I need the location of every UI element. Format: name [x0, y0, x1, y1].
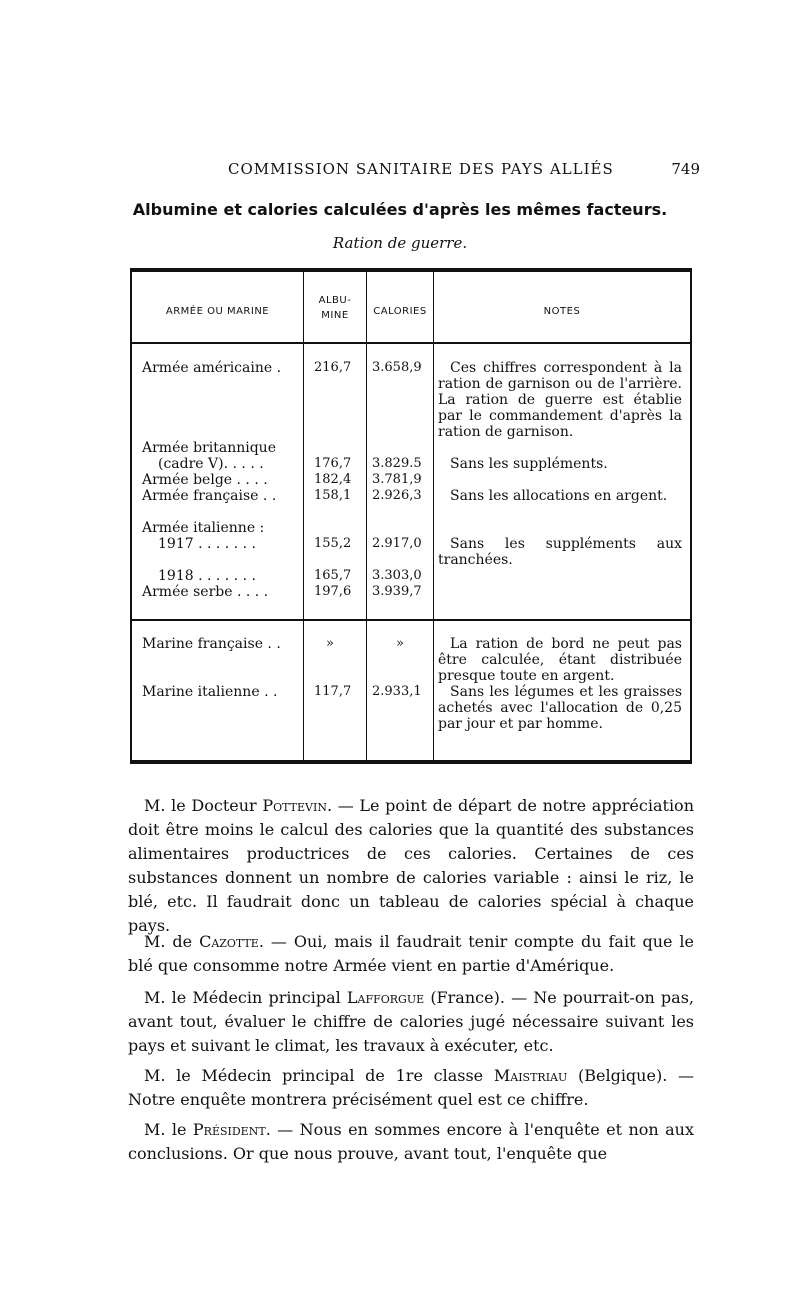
header-armee: ARMÉE OU MARINE	[165, 306, 270, 317]
albumine-marine-italienne: 117,7	[314, 684, 352, 699]
page-number: 749	[671, 160, 700, 178]
row-label-italienne: Armée italienne :	[142, 520, 265, 536]
ration-table	[130, 268, 692, 764]
table-title: Albumine et calories calculées d'après les mêmes facteurs.	[132, 200, 668, 219]
speaker-text: . — Oui, mais il faudrait tenir compte du fait que le blé que consomme notre Armée vient en partie d'Amérique.	[128, 932, 694, 975]
header-calories: CALORIES	[373, 306, 427, 317]
note-marine-francaise: La ration de bord ne peut pas être calculée, étant distribuée presque toute en argent.	[438, 636, 682, 684]
speaker-name: Président	[192, 1120, 266, 1139]
column-divider	[303, 272, 304, 760]
row-label-britannique-cadre: (cadre V). . . . .	[158, 456, 264, 472]
calories-marine-italienne: 2.933,1	[372, 684, 422, 699]
row-label-serbe: Armée serbe . . . .	[142, 584, 269, 600]
albumine-marine-francaise: »	[326, 636, 334, 651]
calories-americaine: 3.658,9	[372, 360, 422, 375]
calories-francaise: 2.926,3	[372, 488, 422, 503]
table-subtitle: Ration de guerre.	[332, 234, 468, 252]
calories-marine-francaise: »	[396, 636, 404, 651]
header-albumine-line2: MINE	[321, 310, 349, 321]
albumine-italienne-1918: 165,7	[314, 568, 352, 583]
note-italienne-1917: Sans les suppléments aux tranchées.	[438, 536, 682, 568]
discussion-paragraph	[128, 794, 694, 938]
note-americaine: Ces chiffres correspondent à la ration de garnison ou de l'arrière. La ration de guerre est établie par le commandement d'après la ration de garnison.	[438, 360, 682, 440]
calories-serbe: 3.939,7	[372, 584, 422, 599]
speaker-name: Maistriau	[493, 1066, 568, 1085]
speaker-name: Lafforgue	[346, 988, 425, 1007]
albumine-serbe: 197,6	[314, 584, 352, 599]
calories-italienne-1917: 2.917,0	[372, 536, 422, 551]
running-head	[228, 160, 700, 178]
calories-italienne-1918: 3.303,0	[372, 568, 422, 583]
section-rule	[132, 619, 690, 621]
albumine-francaise: 158,1	[314, 488, 352, 503]
running-head-text: COMMISSION SANITAIRE DES PAYS ALLIÉS	[228, 160, 614, 178]
albumine-britannique: 176,7	[314, 456, 352, 471]
discussion-paragraph	[128, 1118, 694, 1166]
row-label-marine-italienne: Marine italienne . .	[142, 684, 278, 700]
discussion-paragraph	[128, 986, 694, 1058]
calories-britannique: 3.829.5	[372, 456, 422, 471]
speaker-prefix: M. le Docteur	[144, 796, 263, 815]
discussion-paragraph	[128, 930, 694, 978]
note-britannique: Sans les suppléments.	[450, 456, 608, 472]
column-divider	[366, 272, 367, 760]
speaker-name: Cazotte	[199, 932, 259, 951]
speaker-prefix: M. de	[144, 932, 200, 951]
albumine-belge: 182,4	[314, 472, 352, 487]
speaker-text: (France). — Ne pourrait-on pas, avant tout, évaluer le chiffre de calories jugé nécessaire suivant les pays et suivant le climat, les travaux à exécuter, etc.	[128, 988, 694, 1055]
row-label-americaine: Armée américaine .	[142, 360, 282, 376]
speaker-prefix: M. le Médecin principal de 1re classe	[144, 1066, 494, 1085]
note-marine-italienne: Sans les légumes et les graisses achetés avec l'allocation de 0,25 par jour et par homme.	[438, 684, 682, 732]
albumine-italienne-1917: 155,2	[314, 536, 352, 551]
row-label-italienne-1917: 1917 . . . . . . .	[158, 536, 256, 552]
row-label-francaise: Armée française . .	[142, 488, 277, 504]
speaker-text: (Belgique). — Notre enquête montrera précisément quel est ce chiffre.	[128, 1066, 695, 1109]
row-label-belge: Armée belge . . . .	[142, 472, 268, 488]
albumine-americaine: 216,7	[314, 360, 352, 375]
header-albumine-line1: ALBU-	[318, 295, 352, 306]
speaker-text: . — Nous en sommes encore à l'enquête et non aux conclusions. Or que nous prouve, avant tout, l'enquête que	[128, 1120, 695, 1163]
calories-belge: 3.781,9	[372, 472, 422, 487]
header-notes: NOTES	[543, 306, 581, 317]
row-label-marine-francaise: Marine française . .	[142, 636, 281, 652]
header-rule	[132, 342, 690, 344]
speaker-prefix: M. le Médecin principal	[144, 988, 347, 1007]
note-francaise: Sans les allocations en argent.	[450, 488, 668, 504]
discussion-paragraph	[128, 1064, 694, 1112]
column-divider	[433, 272, 434, 760]
speaker-prefix: M. le	[144, 1120, 193, 1139]
row-label-britannique: Armée britannique	[142, 440, 276, 456]
speaker-text: . — Le point de départ de notre appréciation doit être moins le calcul des calories que la quantité des substances alimentaires productrices de ces calories. Certaines de ces substances donnent un nombre de calories variable : ainsi le riz, le blé, etc. Il faudrait donc un tableau de calories spécial à chaque pays.	[128, 796, 694, 935]
speaker-name: Pottevin	[262, 796, 327, 815]
row-label-italienne-1918: 1918 . . . . . . .	[158, 568, 256, 584]
